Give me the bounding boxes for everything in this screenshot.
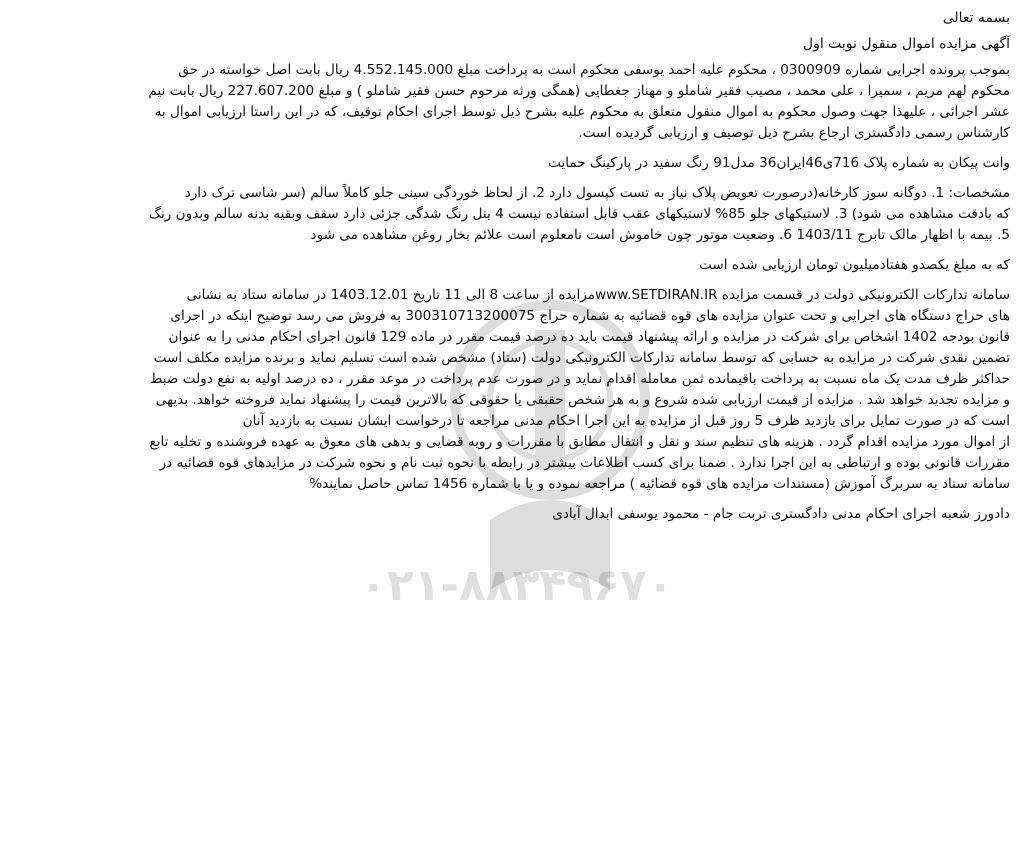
valuation-paragraph [14, 255, 1010, 276]
auction-line: سامانه ستاد به سربرگ آموزش (مستندات مزایده های قوه قضائیه ) مراجعه نموده و یا با شماره 1456 تماس حاصل نمایند% [309, 476, 1010, 492]
watermark-phone-number: ۰۲۱-۸۸۳۴۹۶۷۰ [360, 560, 674, 611]
intro-line: کارشناس رسمی دادگستری ارجاع بشرح ذیل توصیف و ارزیابی گردیده است. [578, 125, 1010, 141]
specs-line: 5. بیمه با اظهار مالک تابرج 1403/11 6. وضعیت موتور چون خاموش است نامعلوم است علائم بخار روغن مشاهده می شود [310, 227, 1010, 243]
auction-line: تضمین نقدی شرکت در مزایده به حسابی که توسط سامانه تدارکات الکترونیکی دولت (ستاد) مشخص شده است تسلیم نماید و برنده مزایده مکلف است [153, 350, 1010, 366]
specs-paragraph [14, 183, 1010, 246]
intro-line: محکوم لهم مریم ، سمیرا ، علی محمد ، مصیب فقیر شاملو و مهناز جغطایی (همگی ورثه مرحوم حسن فقیر شاملو ) و مبلغ 227.607.200 ریال بابت نیم [148, 83, 1010, 99]
intro-line: عشر اجرائی ، علیهذا جهت وصول محکوم به اموال منقول متعلق به محکوم علیه بشرح ذیل توسط اجرای احکام توقیف، که در این راستا ارزیابی اموال به [154, 104, 1010, 120]
vehicle-paragraph [14, 153, 1010, 174]
intro-line: بموجب پرونده اجرایی شماره 0300909 ، محکوم علیه احمد یوسفی محکوم است به پرداخت مبلغ 4.552.145.000 ریال بابت اصل خواسته در حق [178, 62, 1010, 78]
intro-paragraph [14, 60, 1010, 144]
auction-line: و مزایده تجدید خواهد شد . مزایده از قیمت ارزیابی شده شروع و به هر شخص حقیقی یا حقوقی که بالاترین قیمت را پیشنهاد نماید فروخته خواهد. بدیهی [155, 392, 1010, 408]
auction-line: است که در صورت تمایل برای بازدید ظرف 5 روز قبل از مزایده به این اجرا احکام مدنی مراجعه تا درخواست ایشان نسبت به بازدید آنان [242, 413, 1010, 429]
invocation-line: بسمه تعالی [942, 10, 1010, 26]
auction-line: های حراج دستگاه های اجرایی و تحت عنوان مزایده های قوه قضائیه به شماره حراج 300310713200075 به فروش می رسد توضیح اینکه در اجرای [170, 308, 1010, 324]
auction-line: حداکثر ظرف مدت یک ماه نسبت به پرداخت باقیمانده ثمن معامله اقدام نماید و در صورت عدم پرداخت در موعد مقرر ، ده درصد اولیه به نفع دولت ضبط [149, 371, 1010, 387]
valuation-text: که به مبلغ یکصدو هفتادمیلیون تومان ارزیابی شده است [699, 257, 1010, 273]
auction-line: از اموال مورد مزایده اقدام گردد . هزینه های تنظیم سند و نقل و انتقال مطابق با مقررات و رویه قضایی و بدهی های معوق به عهده فروشنده و تخلیه تابع [149, 434, 1010, 450]
auction-paragraph [14, 285, 1010, 495]
auction-line: سامانه تدارکات الکترونیکی دولت در قسمت مزایده www.SETDIRAN.IRمزایده از ساعت 8 الی 11 تاریخ 1403.12.01 در سامانه ستاد به نشانی [186, 287, 1010, 303]
notice-title: آگهی مزایده اموال منقول نوبت اول [802, 36, 1010, 52]
vehicle-description: وانت پیکان به شماره پلاک 716ی46ایران36 مدل91 رنگ سفید در پارکینگ حمایت [548, 155, 1010, 171]
specs-line: که بادقت مشاهده می شود) 3. لاستیکهای جلو 85% لاستیکهای عقب قابل استفاده نیست 4 بنل رنگ شدگی جزئی دارد سقف وبقیه بدنه سالم وبدون رنگ [148, 206, 1010, 222]
auction-line: قانون بودجه 1402 اشخاص برای شرکت در مزایده و ارائه پیشنهاد قیمت باید ده درصد قیمت مقرر در ماده 129 قانون اجرای احکام مدنی را به عنوان [168, 329, 1010, 345]
specs-line: مشخصات: 1. دوگانه سوز کارخانه(درصورت تعویض پلاک نیاز به تست کپسول دارد 2. از لحاظ خوردگی سینی جلو کاملاً سالم (سر شاسی ترک دارد [184, 185, 1010, 201]
signature-paragraph [14, 504, 1010, 525]
auction-line: مقررات قانونی بوده و ارتباطی به این اجرا ندارد . ضمنا برای کسب اطلاعات بیشتر در رابطه با نحوه ثبت نام و نحوه شرکت در مزایدهای قوه قضائیه در [159, 455, 1010, 471]
signature-line: دادورز شعبه اجرای احکام مدنی دادگستری تربت جام - محمود یوسفی ابدال آبادی [552, 506, 1010, 522]
